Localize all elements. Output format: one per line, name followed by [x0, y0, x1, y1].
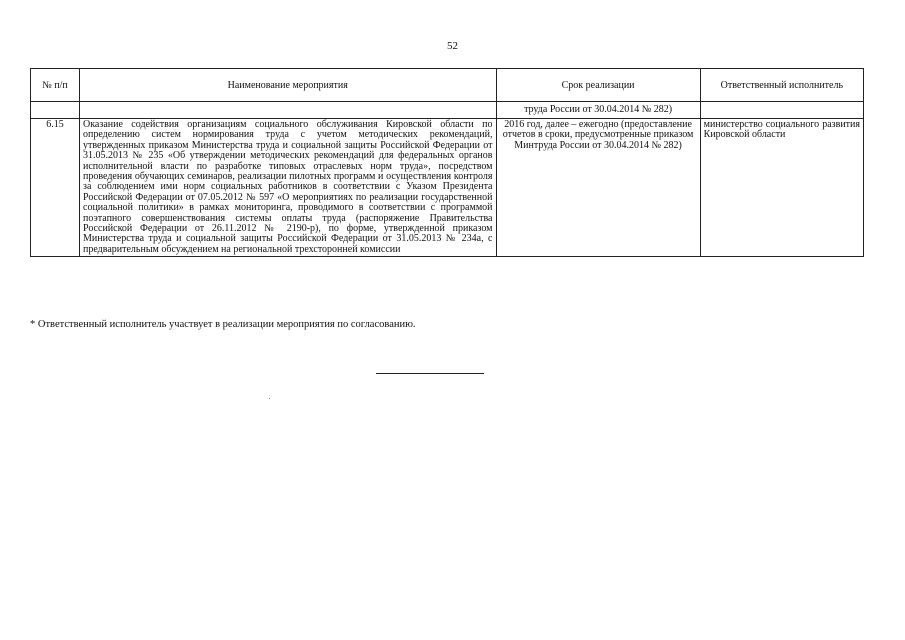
table-row-continuation — [31, 102, 864, 119]
end-divider — [376, 373, 484, 374]
cell-num — [31, 102, 80, 119]
cell-num: 6.15 — [31, 119, 80, 257]
cell-resp: министерство социального развития Кировской области — [700, 119, 863, 257]
table-row — [31, 119, 864, 257]
header-resp: Ответственный исполнитель — [700, 69, 863, 102]
cell-name: Оказание содействия организациям социального обслуживания Кировской области по определению систем нормирования труда с учетом методических рекомендаций, утвержденных приказом Министерства труда и социальной защиты Российской Федерации от 31.05.2013 № 235 «Об утверждении методических рекомендаций для федеральных органов исполнительной власти по разработке типовых отраслевых норм труда», посредством проведения обучающих семинаров, реализации пилотных программ и осуществления контроля за соблюдением ими норм социальных работников в соответствии с Указом Президента Российской Федерации от 07.05.2012 № 597 «О мероприятиях по реализации государственной социальной политики» в рамках мониторинга, проводимого в соответствии с программой поэтапного совершенствования системы оплаты труда (распоряжение Правительства Российской Федерации от 26.11.2012 № 2190-р), по форме, утвержденной приказом Министерства труда и социальной защиты Российской Федерации от 31.05.2013 № 234а, с предварительным обсуждением на региональной трехсторонней комиссии — [80, 119, 497, 257]
table-header-row — [31, 69, 864, 102]
cell-resp — [700, 102, 863, 119]
header-name: Наименование мероприятия — [80, 69, 497, 102]
cell-term: 2016 год, далее – ежегодно (предоставление отчетов в сроки, предусмотренные приказом Минтруда России от 30.04.2014 № 282) — [496, 119, 700, 257]
cell-name — [80, 102, 497, 119]
footnote: * Ответственный исполнитель участвует в реализации мероприятия по согласованию. — [30, 319, 416, 330]
scan-speck — [269, 398, 270, 399]
header-term: Срок реализации — [496, 69, 700, 102]
measures-table — [30, 68, 864, 257]
header-num: № п/п — [31, 69, 80, 102]
page-number: 52 — [447, 40, 458, 52]
cell-term: труда России от 30.04.2014 № 282) — [496, 102, 700, 119]
